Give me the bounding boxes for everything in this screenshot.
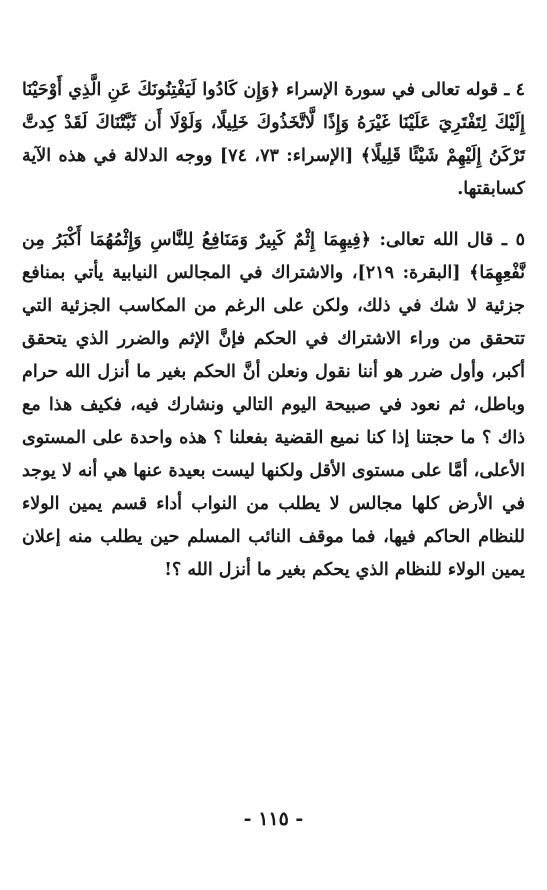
paragraph-5: ٥ ـ قال الله تعالى: ﴿فِيهِمَا إِثْمٌ كَبِيرٌ وَمَنَافِعُ لِلنَّاسِ وَإِثْمُهُمَا أَكْبَرُ مِن نَّفْعِهِمَا﴾ [البقرة: ٢١٩]، والاشتراك في المجالس النيابية يأتي بمنافع جزئية لا شك في ذلك، ولكن على الرغم من المكاسب الجزئية التي تتحقق من وراء الاشتراك في الحكم فإنَّ الإثم والضرر الذي يتحقق أكبر، وأول ضرر هو أننا نقول ونعلن أنَّ الحكم بغير ما أنزل الله حرام وباطل، ثم نعود في صبيحة اليوم التالي ونشارك فيه، فكيف هذا مع ذاك ؟ ما حجتنا إذا كنا نميع القضية بفعلنا ؟ هذه واحدة على المستوى الأعلى، أمَّا على مستوى الأقل ولكنها ليست بعيدة عنها هي أنه لا يوجد في الأرض كلها مجالس لا يطلب من النواب أداء قسم يمين الولاء للنظام الحاكم فيها، فما موقف النائب المسلم حين يطلب منه إعلان يمين الولاء للنظام الذي يحكم بغير ما أنزل الله ؟! xyxy=(22,230,526,580)
page-number: - ١١٥ - xyxy=(243,808,304,830)
page-body xyxy=(22,74,525,587)
paragraph-4: ٤ ـ قوله تعالى في سورة الإسراء ﴿وَإِن كَادُوا لَيَفْتِنُونَكَ عَنِ الَّذِي أَوْحَيْنَا إِلَيْكَ لِتَفْتَرِيَ عَلَيْنَا غَيْرَهُ وَإِذًا لَّاتَّخَذُوكَ خَلِيلًا، وَلَوْلَا أَن ثَبَّتْنَاكَ لَقَدْ كِدتَّ تَرْكَنُ إِلَيْهِمْ شَيْئًا قَلِيلًا﴾ [الإسراء: ٧٣، ٧٤] ووجه الدلالة في هذه الآية كسابقتها. xyxy=(22,80,526,199)
